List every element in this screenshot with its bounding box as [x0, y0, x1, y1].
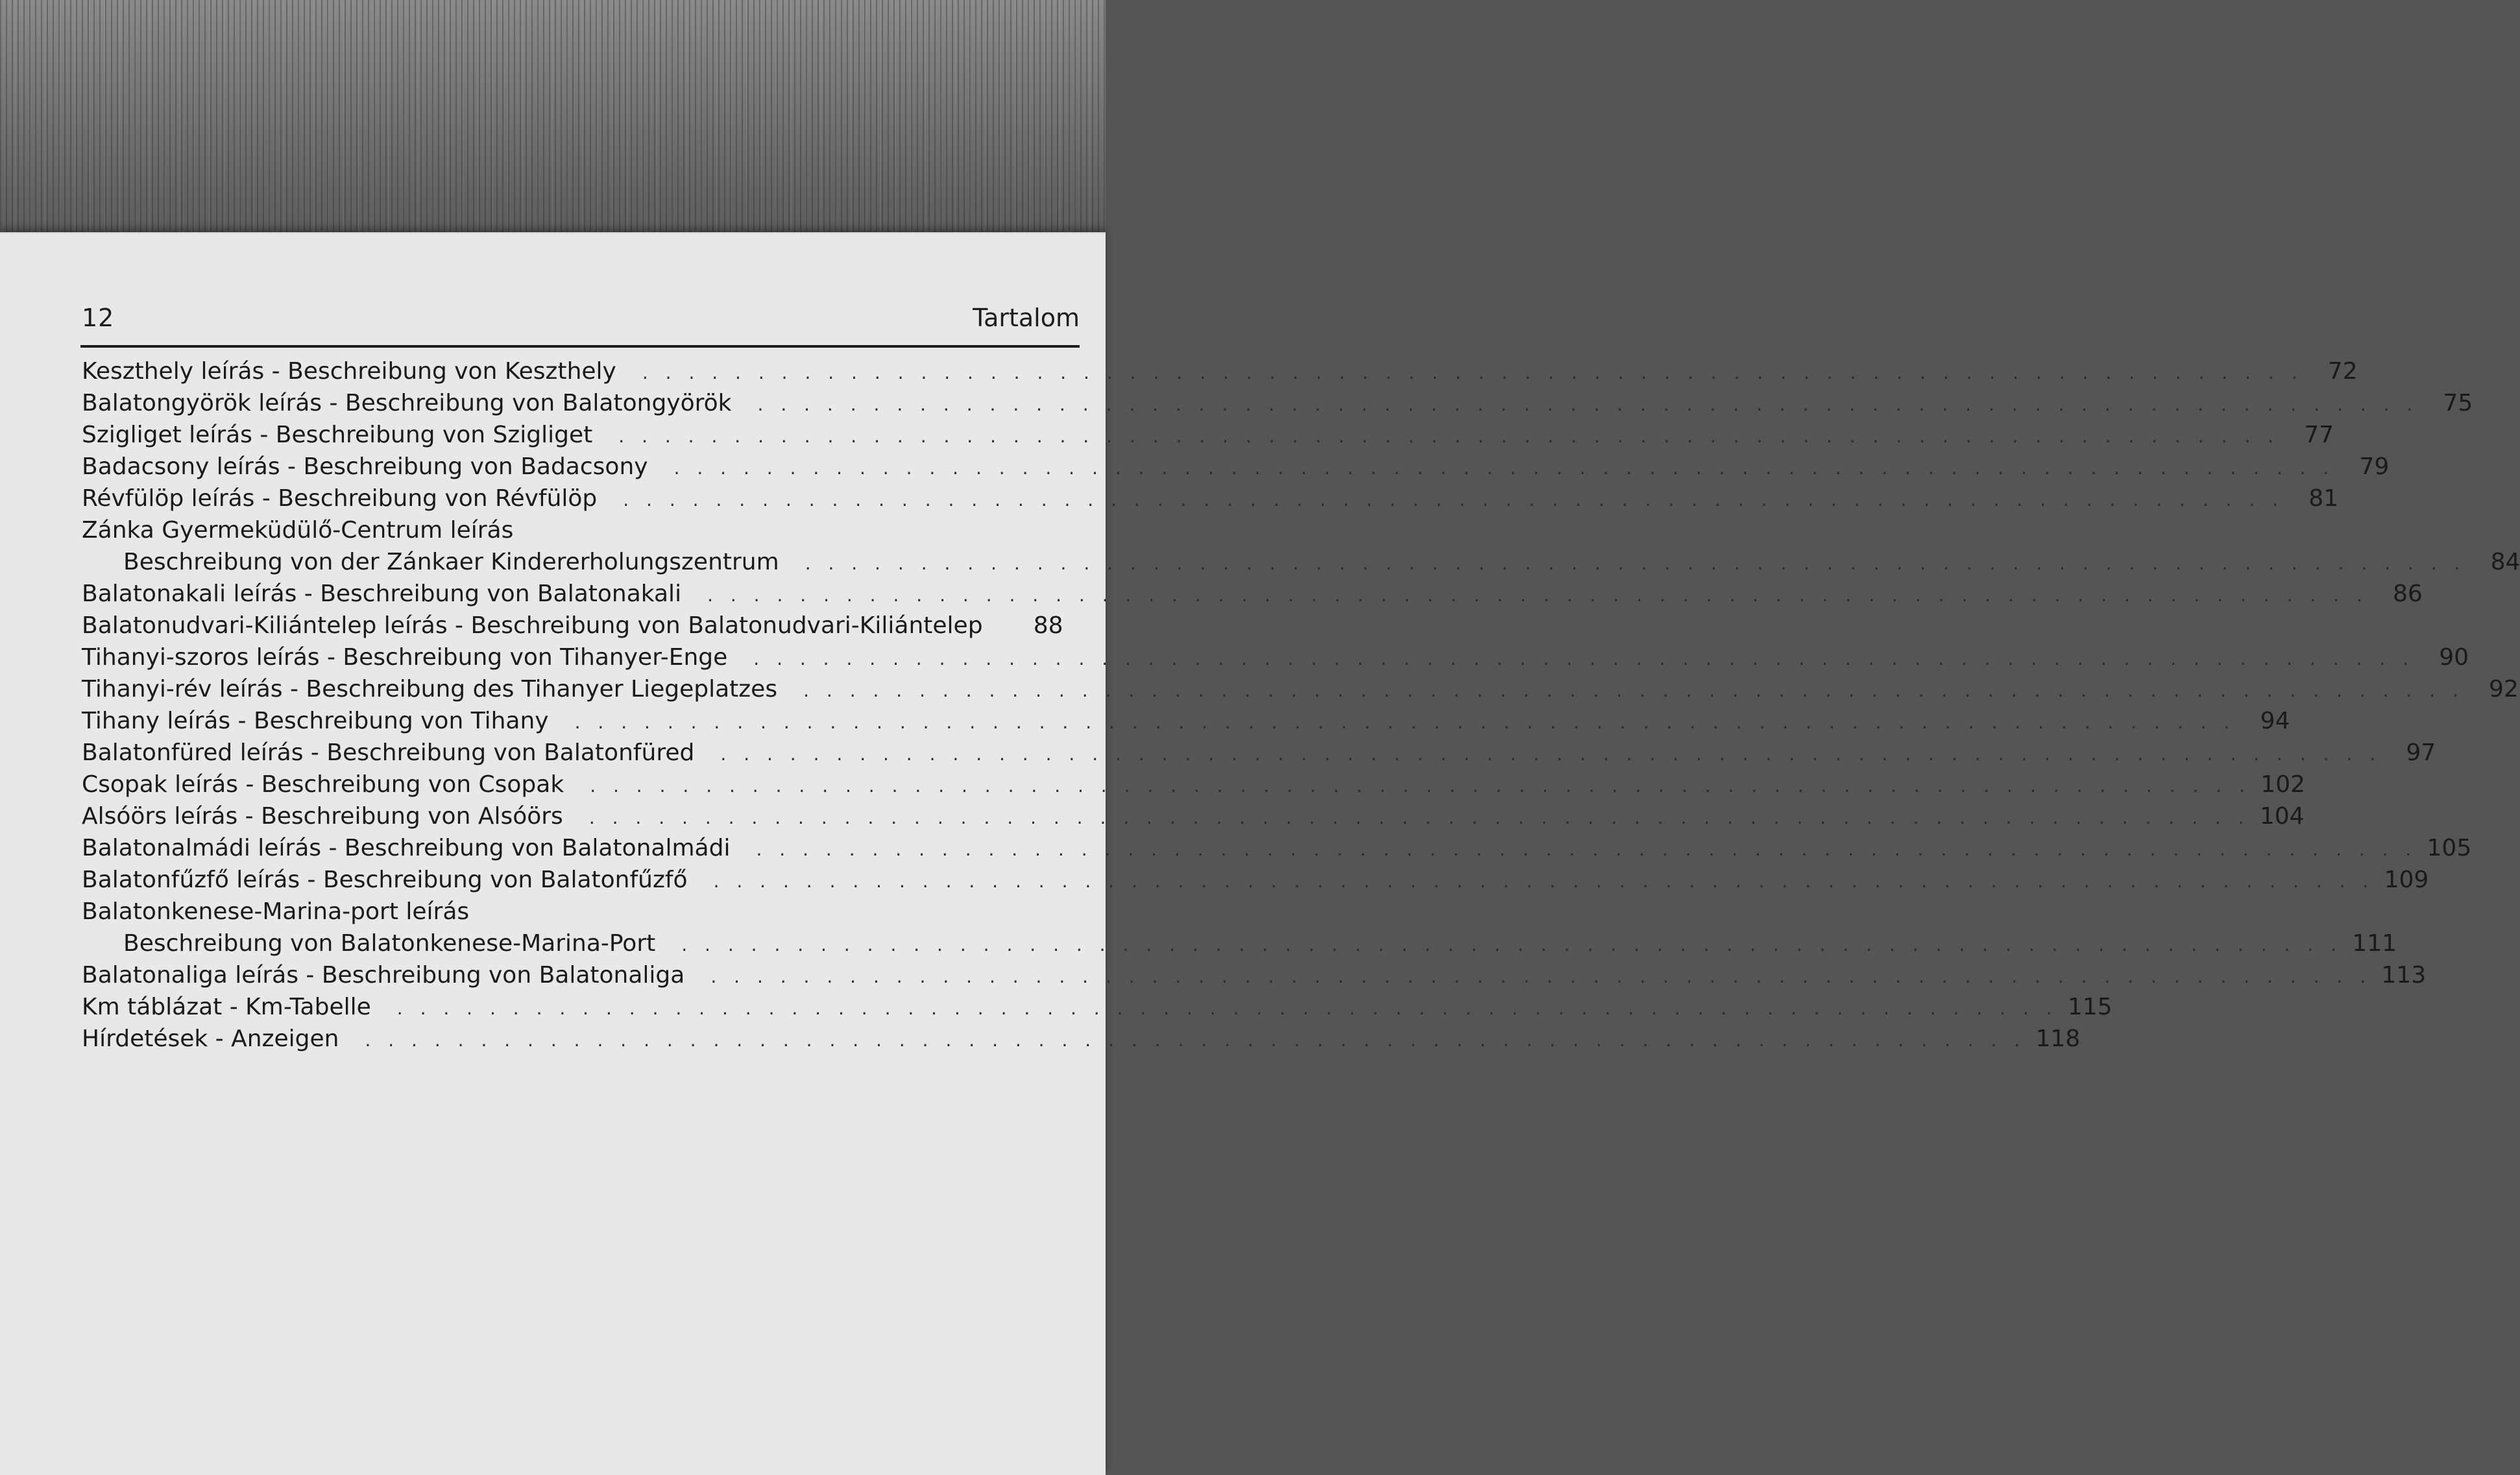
toc-leader-dots: . . . . . . . . . . . . . . . . . . . . . . . . . . . . . . . . . . . . . . . . . . . . . . . . . . . . . . . . . . . . . . . . . . . . . . . . — [707, 584, 2368, 606]
toc-leader-dots: . . . . . . . . . . . . . . . . . . . . . . . . . . . . . . . . . . . . . . . . . . . . . . . . . . . . . . . . . . . . . . . . . . . . . . . . — [681, 934, 2343, 955]
toc-leader-dots: . . . . . . . . . . . . . . . . . . . . . . . . . . . . . . . . . . . . . . . . . . . . . . . . . . . . . . . . . . . . . . . . . . . . . . . . — [713, 870, 2375, 892]
toc-entry — [82, 610, 1063, 642]
toc-entry-title: Km táblázat - Km-Tabelle — [82, 994, 371, 1020]
toc-entry-page: 111 — [2352, 930, 2397, 957]
toc-entry — [82, 578, 2423, 610]
toc-entry — [82, 864, 2429, 896]
toc-entry-title: Tihanyi-szoros leírás - Beschreibung von Tihanyer-Enge — [82, 644, 728, 671]
toc-entry — [82, 387, 2473, 419]
toc-entry-page: 94 — [2260, 708, 2290, 734]
toc-entry — [82, 642, 2469, 673]
toc-entry-title: Keszthely leírás - Beschreibung von Keszthely — [82, 358, 616, 385]
toc-leader-dots: . . . . . . . . . . . . . . . . . . . . . . . . . . . . . . . . . . . . . . . . . . . . . . . . . . . . . . . . . . . . . . . . . . . . . . . . — [720, 743, 2382, 765]
toc-entry-page: 92 — [2489, 676, 2519, 702]
book-page — [0, 232, 2520, 1475]
toc-entry-page: 109 — [2384, 867, 2429, 893]
toc-entry-title: Balatonkenese-Marina-port leírás — [82, 898, 470, 925]
toc-entry-page: 79 — [2359, 453, 2390, 480]
toc-entry-title: Balatonaliga leírás - Beschreibung von Balatonaliga — [82, 962, 685, 989]
page-number: 12 — [82, 304, 115, 332]
toc-entry-title: Badacsony leírás - Beschreibung von Badacsony — [82, 453, 648, 480]
toc-entry-page: 84 — [2490, 549, 2520, 575]
toc-entry-title: Tihanyi-rév leírás - Beschreibung des Tihanyer Liegeplatzes — [82, 676, 778, 702]
toc-entry — [82, 769, 2305, 800]
section-title: Tartalom — [973, 304, 1080, 332]
toc-leader-dots: . . . . . . . . . . . . . . . . . . . . . . . . . . . . . . . . . . . . . . . . . . . . . . . . . . . . . . . . . . . . . . . . . . . . . . . . — [623, 489, 2284, 510]
toc-entry — [82, 1023, 2081, 1055]
toc-entry — [82, 991, 2113, 1023]
toc-entry-page: 88 — [1033, 612, 1063, 639]
toc-entry-title: Szigliget leírás - Beschreibung von Szigliget — [82, 422, 593, 448]
toc-leader-dots: . . . . . . . . . . . . . . . . . . . . . . . . . . . . . . . . . . . . . . . . . . . . . . . . . . . . . . . . . . . . . . . . . . . . . . . . — [618, 426, 2280, 447]
toc-entry-page: 105 — [2427, 835, 2472, 861]
toc-entry — [82, 546, 2520, 578]
toc-entry-page: 72 — [2327, 358, 2358, 385]
toc-entry-page: 113 — [2381, 962, 2427, 989]
toc-entry — [82, 419, 2334, 451]
toc-entry-title: Balatonfűzfő leírás - Beschreibung von Balatonfűzfő — [82, 867, 688, 893]
toc-entry — [82, 832, 2472, 864]
toc-leader-dots: . . . . . . . . . . . . . . . . . . . . . . . . . . . . . . . . . . . . . . . . . . . . . . . . . . . . . . . . . . . . . . . . . . . . . . . . — [673, 457, 2335, 479]
toc-entry — [82, 451, 2390, 483]
toc-entry — [82, 800, 2305, 832]
toc-entry-title: Tihany leírás - Beschreibung von Tihany — [82, 708, 549, 734]
toc-entry — [82, 514, 1055, 546]
toc-entry — [82, 896, 1055, 928]
toc-entry-title: Beschreibung von Balatonkenese-Marina-Port — [123, 930, 656, 957]
header-divider — [80, 345, 1080, 348]
toc-entry — [82, 483, 2339, 514]
toc-entry-page: 102 — [2260, 771, 2305, 798]
toc-entry-title: Balatonakali leírás - Beschreibung von Balatonakali — [82, 581, 682, 607]
toc-leader-dots: . . . . . . . . . . . . . . . . . . . . . . . . . . . . . . . . . . . . . . . . . . . . . . . . . . . . . . . . . . . . . . . . . . . . . . . . — [588, 807, 2250, 828]
toc-entry — [82, 355, 2358, 387]
toc-leader-dots: . . . . . . . . . . . . . . . . . . . . . . . . . . . . . . . . . . . . . . . . . . . . . . . . . . . . . . . . . . . . . . . . . . . . . . . . — [642, 362, 2303, 383]
toc-leader-dots: . . . . . . . . . . . . . . . . . . . . . . . . . . . . . . . . . . . . . . . . . . . . . . . . . . . . . . . . . . . . . . . . . . . . . . . . — [803, 680, 2464, 701]
toc-entry-page: 77 — [2304, 422, 2334, 448]
toc-leader-dots: . . . . . . . . . . . . . . . . . . . . . . . . . . . . . . . . . . . . . . . . . . . . . . . . . . . . . . . . . . . . . . . . . . . . . . . . — [590, 775, 2251, 797]
toc-entry-page: 90 — [2439, 644, 2469, 671]
toc-entry-title: Balatongyörök leírás - Beschreibung von Balatongyörök — [82, 390, 732, 416]
toc-leader-dots: . . . . . . . . . . . . . . . . . . . . . . . . . . . . . . . . . . . . . . . . . . . . . . . . . . . . . . . . . . . . . . . . . . . . . . . . — [805, 553, 2466, 574]
toc-leader-dots: . . . . . . . . . . . . . . . . . . . . . . . . . . . . . . . . . . . . . . . . . . . . . . . . . . . . . . . . . . . . . . . . . . . . . . . . — [757, 394, 2419, 415]
toc-entry-title: Zánka Gyermeküdülő-Centrum leírás — [82, 517, 514, 544]
toc-leader-dots: . . . . . . . . . . . . . . . . . . . . . . . . . . . . . . . . . . . . . . . . . . . . . . . . . . . . . . . . . . . . . . . . . . . . . . . . — [574, 712, 2236, 733]
toc-entry-page: 86 — [2393, 581, 2423, 607]
toc-leader-dots: . . . . . . . . . . . . . . . . . . . . . . . . . . . . . . . . . . . . . . . . . . . . . . . . . . . . . . . . . . . . . . . . . . . . . . . . — [756, 839, 2417, 860]
toc-entry-title: Révfülöp leírás - Beschreibung von Révfülöp — [82, 485, 598, 512]
toc-entry — [82, 928, 2397, 959]
toc-entry-title: Balatonudvari-Kiliántelep leírás - Beschreibung von Balatonudvari-Kiliántelep — [82, 612, 983, 639]
toc-entry-page: 118 — [2035, 1025, 2081, 1052]
toc-entry-page: 75 — [2443, 390, 2473, 416]
toc-entry-title: Csopak leírás - Beschreibung von Csopak — [82, 771, 564, 798]
toc-entry — [82, 959, 2427, 991]
toc-entry-title: Beschreibung von der Zánkaer Kindererholungszentrum — [123, 549, 779, 575]
toc-entry-title: Hírdetések - Anzeigen — [82, 1025, 339, 1052]
toc-leader-dots: . . . . . . . . . . . . . . . . . . . . . . . . . . . . . . . . . . . . . . . . . . . . . . . . . . . . . . . . . . . . . . . . . . . . . . . . — [396, 998, 2058, 1019]
toc-leader-dots: . . . . . . . . . . . . . . . . . . . . . . . . . . . . . . . . . . . . . . . . . . . . . . . . . . . . . . . . . . . . . . . . . . . . . . . . — [753, 648, 2415, 669]
toc-entry-title: Balatonalmádi leírás - Beschreibung von Balatonalmádi — [82, 835, 731, 861]
toc-entry-page: 97 — [2406, 739, 2436, 766]
toc-entry-title: Balatonfüred leírás - Beschreibung von Balatonfüred — [82, 739, 695, 766]
toc-leader-dots: . . . . . . . . . . . . . . . . . . . . . . . . . . . . . . . . . . . . . . . . . . . . . . . . . . . . . . . . . . . . . . . . . . . . . . . . — [365, 1029, 2026, 1051]
toc-entry — [82, 737, 2436, 769]
toc-entry — [82, 705, 2290, 737]
table-of-contents — [82, 355, 2520, 1055]
toc-entry-page: 115 — [2067, 994, 2113, 1020]
toc-entry-title: Alsóörs leírás - Beschreibung von Alsóörs — [82, 803, 563, 830]
background-surface — [0, 0, 1106, 246]
toc-entry — [82, 673, 2519, 705]
toc-entry-page: 81 — [2308, 485, 2339, 512]
toc-entry-page: 104 — [2259, 803, 2305, 830]
toc-leader-dots: . . . . . . . . . . . . . . . . . . . . . . . . . . . . . . . . . . . . . . . . . . . . . . . . . . . . . . . . . . . . . . . . . . . . . . . . — [710, 966, 2372, 987]
